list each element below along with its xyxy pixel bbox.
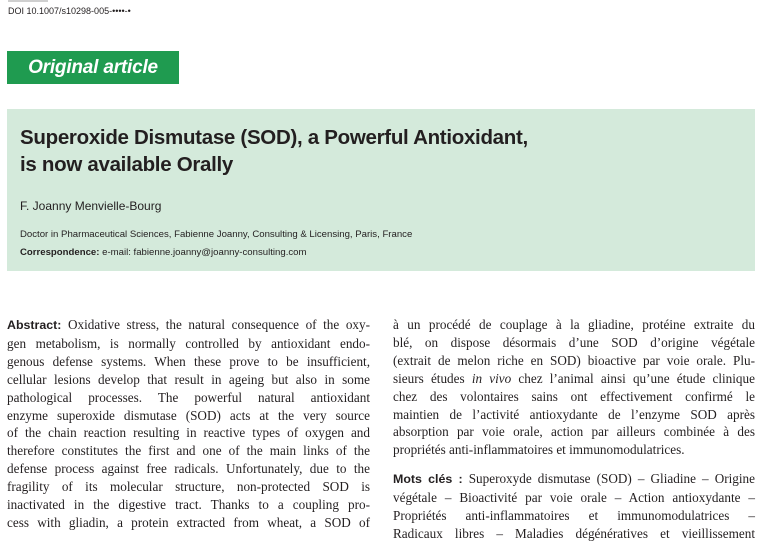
keywords-line: Radicaux libres – Maladies dégénératives et vieillissement: [393, 525, 755, 541]
header-rule: [8, 0, 48, 2]
resume-line: propriétés anti-inflammatoires et immunomodulatrices.: [393, 442, 685, 458]
resume-line: maintien de l’activité antioxydante de l’enzyme SOD après: [393, 406, 755, 422]
keywords-label: Mots clés :: [393, 472, 463, 487]
keywords-line: [393, 470, 755, 489]
doi-text[interactable]: DOI 10.1007/s10298-005-••••-•: [8, 6, 131, 16]
resume-line: [393, 370, 755, 388]
abstract-line: defense process against free radicals. Unfortunately, due to the: [7, 461, 370, 477]
abstract-line: pathological processes. The powerful natural antioxidant: [7, 389, 370, 405]
abstract-line: of the chain reaction resulting in reactive types of oxygen and: [7, 425, 370, 441]
keywords-line: végétale – Bioactivité par voie orale – Action antioxydante –: [393, 490, 755, 506]
resume-column: [393, 316, 755, 543]
resume-line: à un procédé de couplage à la gliadine, protéine extraite du: [393, 317, 755, 332]
abstract-text: Oxidative stress, the natural consequence of the oxy-: [61, 317, 370, 332]
resume-line: (extrait de melon riche en SOD) bioactive par voie orale. Plu-: [393, 352, 755, 368]
resume-italic-term: in vivo: [471, 370, 512, 386]
abstract-line: [7, 316, 370, 335]
author-name: F. Joanny Menvielle-Bourg: [20, 199, 162, 213]
resume-text: sieurs études: [393, 370, 472, 386]
title-line-2: is now available Orally: [20, 153, 234, 176]
author-affiliation: Doctor in Pharmaceutical Sciences, Fabienne Joanny, Consulting & Licensing, Paris, France: [20, 229, 413, 240]
keywords-line: Propriétés anti-inflammatoires et immunomodulatrices –: [393, 508, 755, 524]
resume-line: chez des volontaires sains ont effectivement confirmé le: [393, 388, 755, 404]
abstract-line: gen metabolism, is normally controlled by antioxidant endo-: [7, 335, 370, 351]
correspondence-label: Correspondence:: [20, 247, 100, 258]
section-badge: Original article: [7, 51, 179, 84]
title-line-1: Superoxide Dismutase (SOD), a Powerful Antioxidant,: [20, 126, 528, 149]
abstract-line: inactivated in the digestive tract. Thanks to a coupling pro-: [7, 497, 370, 513]
abstract-line: genous defense systems. When these prove to be insufficient,: [7, 353, 370, 369]
abstract-line: cellular lesions develop that result in ageing but also in some: [7, 371, 370, 387]
resume-line: absorption par voie orale, action par ailleurs combinée à des: [393, 424, 755, 440]
abstract-line: enzyme superoxide dismutase (SOD) acts at the very source: [7, 407, 370, 423]
resume-text: chez l’animal ainsi qu’une étude clinique: [511, 370, 755, 386]
correspondence-email[interactable]: e-mail: fabienne.joanny@joanny-consulting.com: [99, 247, 307, 258]
abstract-label: Abstract:: [7, 318, 62, 332]
abstract-line: cess with gliadin, a protein extracted from wheat, a SOD of: [7, 514, 370, 530]
abstract-line: therefore constitutes the first and one of the main links of the: [7, 443, 370, 459]
abstract-column: [7, 316, 370, 532]
resume-line: blé, on dispose désormais d’une SOD d’origine végétale: [393, 334, 755, 350]
abstract-line: fragility of its molecular structure, non-protected SOD is: [7, 479, 370, 495]
keywords-text: Superoxyde dismutase (SOD) – Gliadine – Origine: [462, 471, 755, 487]
article-title: [20, 124, 740, 178]
correspondence: [20, 247, 307, 258]
